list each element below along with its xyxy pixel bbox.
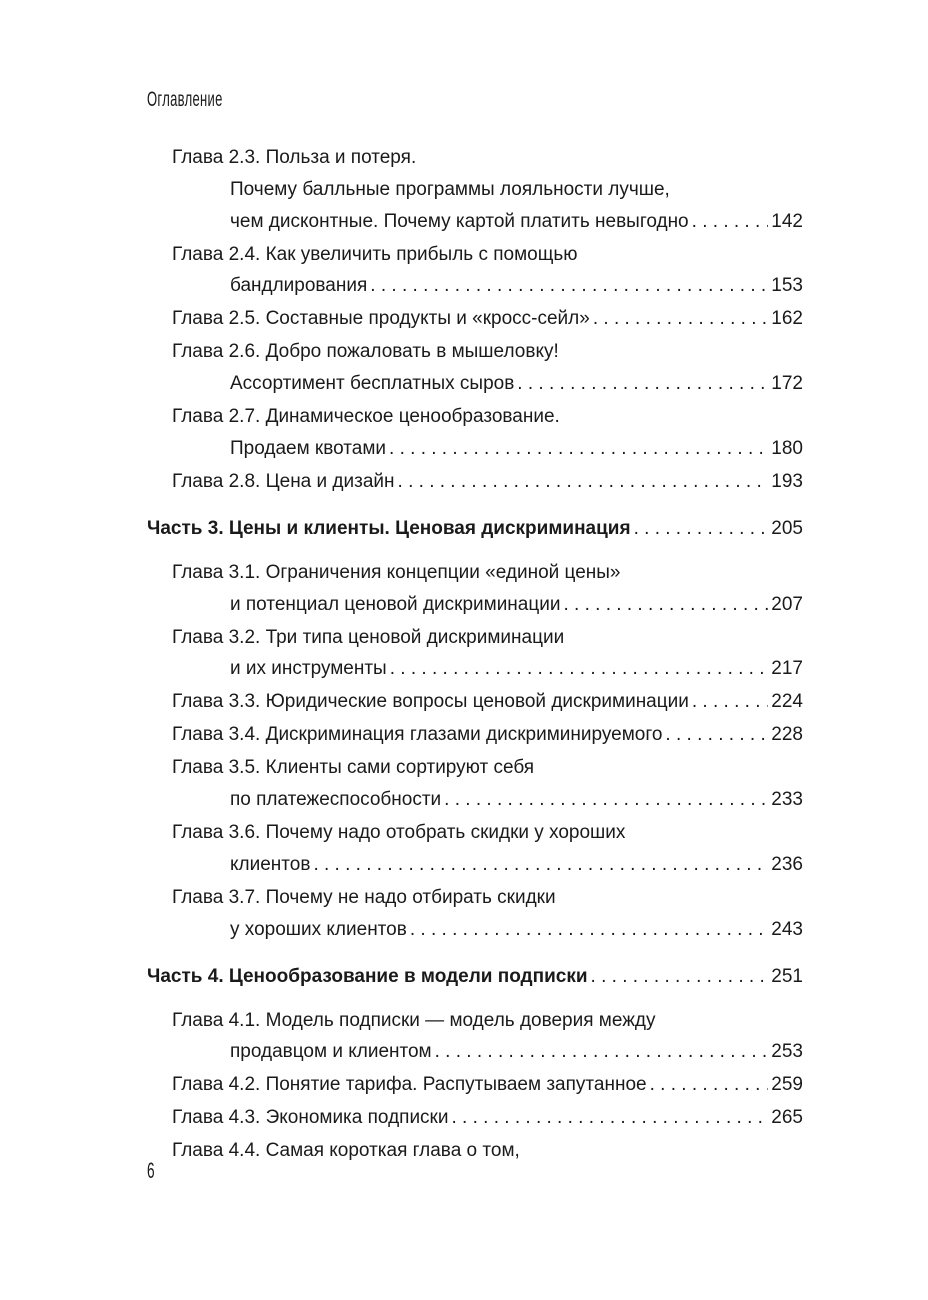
toc-entry-title: Почему балльные программы лояльности лучше, bbox=[230, 178, 670, 200]
leader-dots bbox=[593, 303, 768, 335]
toc-line bbox=[230, 174, 670, 206]
toc-line bbox=[172, 622, 564, 654]
toc-entry-title: Глава 4.3. Экономика подписки bbox=[172, 1107, 449, 1129]
toc-line bbox=[230, 368, 803, 400]
leader-dots bbox=[665, 719, 768, 751]
leader-dots bbox=[650, 1069, 769, 1101]
leader-dots bbox=[410, 914, 768, 946]
toc-entry-title: и потенциал ценовой дискриминации bbox=[230, 593, 561, 615]
toc-entry-title: Часть 4. Ценообразование в модели подписки bbox=[147, 965, 588, 987]
toc-entry-title: Глава 2.3. Польза и потеря. bbox=[172, 147, 417, 168]
toc-line bbox=[230, 433, 803, 465]
toc-line bbox=[230, 270, 803, 302]
toc-line bbox=[230, 784, 803, 816]
toc-page-number: 193 bbox=[771, 471, 803, 492]
toc-line bbox=[172, 817, 625, 849]
toc-entry-title: Глава 4.1. Модель подписки — модель доверия между bbox=[172, 1009, 656, 1031]
leader-dots bbox=[370, 270, 768, 302]
toc-entry-title: Глава 3.6. Почему надо отобрать скидки у хороших bbox=[172, 822, 626, 844]
toc-page-number: 265 bbox=[771, 1107, 803, 1129]
leader-dots bbox=[444, 784, 768, 816]
toc-line bbox=[172, 1135, 520, 1167]
leader-dots bbox=[389, 433, 768, 465]
toc-entry-title: Глава 4.4. Самая короткая глава о том, bbox=[172, 1140, 520, 1162]
leader-dots bbox=[451, 1102, 768, 1134]
toc-page-number: 243 bbox=[771, 918, 803, 940]
toc-entry-title: Глава 2.6. Добро пожаловать в мышеловку! bbox=[172, 341, 559, 363]
leader-dots bbox=[517, 368, 768, 400]
toc-entry-title: Продаем квотами bbox=[230, 438, 387, 459]
toc-entry-title: Глава 3.4. Дискриминация глазами дискриминируемого bbox=[172, 724, 663, 746]
toc-line bbox=[230, 914, 803, 946]
toc-page-number: 142 bbox=[771, 210, 803, 232]
toc-entry-title: у хороших клиентов bbox=[230, 918, 407, 940]
page-number: 6 bbox=[147, 1158, 155, 1183]
toc-entry-title: Глава 2.7. Динамическое ценообразование. bbox=[172, 406, 560, 428]
toc-entry-title: Глава 4.2. Понятие тарифа. Распутываем запутанное bbox=[172, 1074, 647, 1096]
toc-line bbox=[172, 882, 556, 914]
toc-line bbox=[230, 589, 803, 621]
toc-line bbox=[172, 466, 803, 498]
leader-dots bbox=[398, 466, 769, 498]
leader-dots bbox=[692, 686, 768, 718]
leader-dots bbox=[313, 849, 768, 881]
toc-entry-title: Глава 3.7. Почему не надо отбирать скидки bbox=[172, 887, 556, 908]
toc-entry-title: Глава 3.5. Клиенты сами сортируют себя bbox=[172, 757, 535, 779]
leader-dots bbox=[634, 513, 769, 545]
toc-entry-title: продавцом и клиентом bbox=[230, 1041, 432, 1063]
toc-entry-title: чем дисконтные. Почему картой платить невыгодно bbox=[230, 210, 689, 232]
toc-line bbox=[172, 1102, 803, 1134]
toc-page-number: 233 bbox=[771, 789, 803, 811]
toc-page-number: 162 bbox=[771, 308, 803, 330]
toc-entry-title: Глава 2.5. Составные продукты и «кросс-сейл» bbox=[172, 308, 590, 330]
toc-page-number: 153 bbox=[771, 275, 803, 297]
toc-line bbox=[172, 1005, 656, 1037]
toc-entry-title: Глава 2.8. Цена и дизайн bbox=[172, 471, 395, 492]
running-head: Оглавление bbox=[147, 88, 223, 111]
toc-line bbox=[172, 686, 803, 718]
toc-line bbox=[172, 401, 560, 433]
leader-dots bbox=[692, 206, 769, 238]
toc-page-number: 207 bbox=[771, 593, 803, 615]
toc-entry-title: клиентов bbox=[230, 854, 311, 875]
toc-line bbox=[230, 849, 803, 881]
toc-line bbox=[172, 303, 803, 335]
toc-page-number: 180 bbox=[771, 438, 803, 459]
toc-entry-title: Глава 3.3. Юридические вопросы ценовой дискриминации bbox=[172, 691, 689, 713]
toc-line bbox=[172, 336, 559, 368]
toc-page-number: 251 bbox=[771, 965, 803, 987]
toc-entry-title: Часть 3. Цены и клиенты. Ценовая дискриминация bbox=[147, 518, 631, 539]
toc-page-number: 228 bbox=[771, 724, 803, 746]
leader-dots bbox=[390, 653, 769, 685]
toc-entry-title: бандлирования bbox=[230, 275, 368, 297]
toc-line bbox=[230, 653, 803, 685]
toc-line bbox=[147, 513, 803, 545]
toc-line bbox=[147, 961, 803, 993]
toc-line bbox=[230, 206, 803, 238]
toc-entry-title: Глава 3.1. Ограничения концепции «единой цены» bbox=[172, 561, 621, 583]
toc-entry-title: Ассортимент бесплатных сыров bbox=[230, 373, 515, 395]
toc-page-number: 172 bbox=[771, 373, 803, 395]
toc-page-number: 259 bbox=[771, 1074, 803, 1096]
toc-entry-title: Глава 2.4. Как увеличить прибыль с помощью bbox=[172, 243, 578, 265]
toc-page-number: 205 bbox=[771, 518, 803, 539]
toc-line bbox=[172, 719, 803, 751]
toc-line bbox=[172, 1069, 803, 1101]
toc-line bbox=[172, 142, 416, 174]
toc-page-number: 253 bbox=[771, 1041, 803, 1063]
leader-dots bbox=[435, 1036, 769, 1068]
leader-dots bbox=[591, 961, 769, 993]
toc-entry-title: по платежеспособности bbox=[230, 789, 442, 811]
toc-page-number: 236 bbox=[771, 854, 803, 875]
toc-page-number: 224 bbox=[771, 691, 803, 713]
toc-entry-title: Глава 3.2. Три типа ценовой дискриминации bbox=[172, 626, 565, 648]
toc-line bbox=[172, 239, 578, 271]
toc-line bbox=[172, 752, 534, 784]
toc-page-number: 217 bbox=[771, 658, 803, 680]
toc-line bbox=[172, 557, 620, 589]
leader-dots bbox=[563, 589, 768, 621]
toc-line bbox=[230, 1036, 803, 1068]
toc-entry-title: и их инструменты bbox=[230, 658, 387, 680]
